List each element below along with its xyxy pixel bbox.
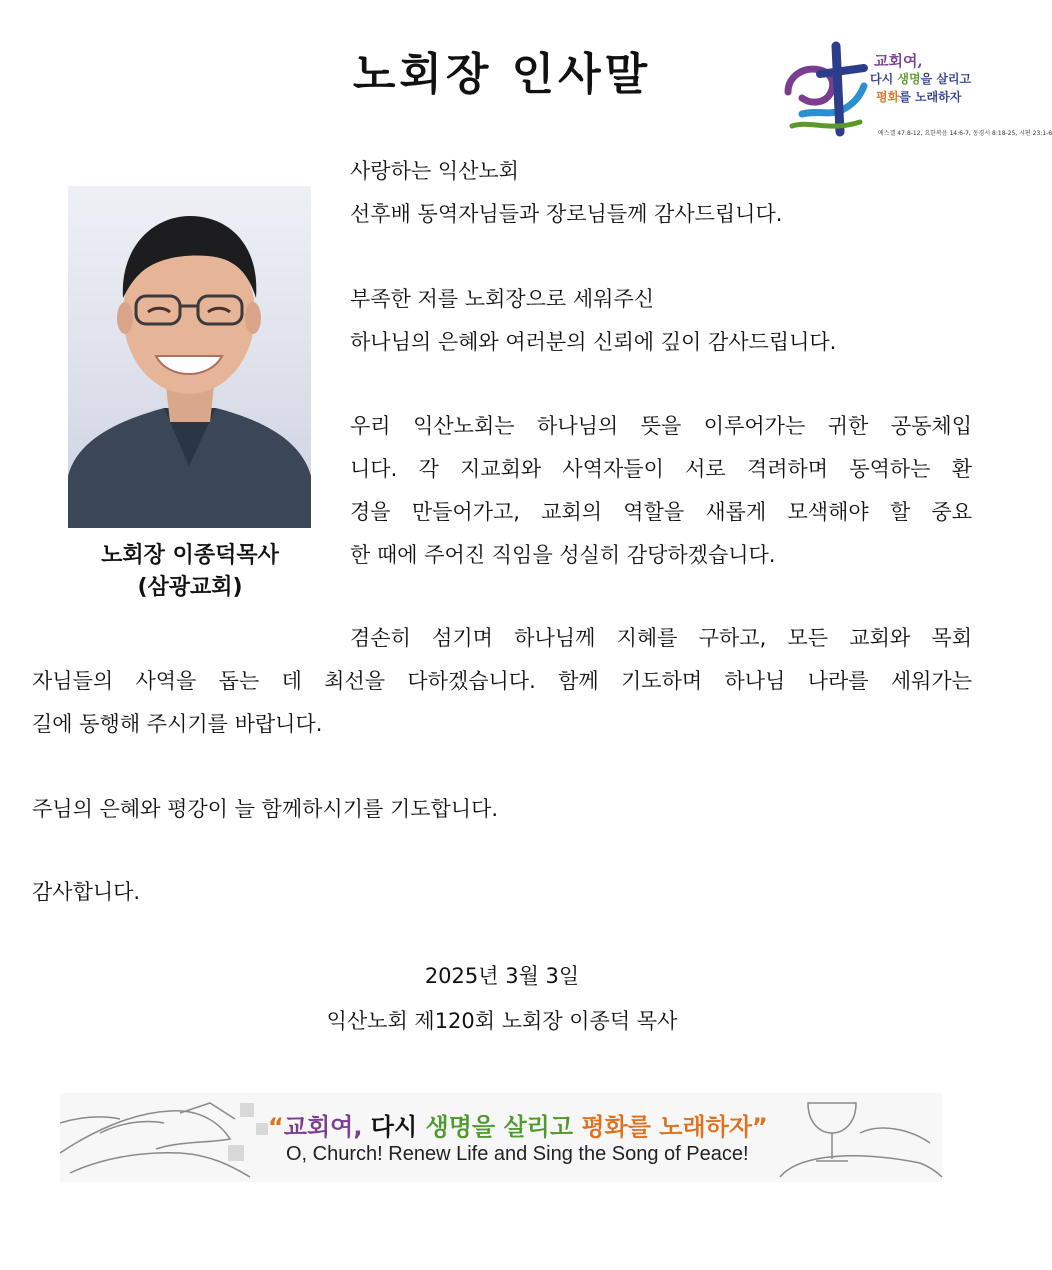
thanks-line2: 하나님의 은혜와 여러분의 신뢰에 깊이 감사드립니다.	[350, 330, 837, 354]
logo-line2	[870, 70, 971, 87]
greeting-paragraph	[350, 150, 972, 236]
theme-banner	[60, 1093, 942, 1182]
humble-line1: 겸손히 섬기며 하나님께 지혜를 구하고, 모든 교회와 목회	[350, 626, 972, 650]
prayer-line: 주님의 은혜와 평강이 늘 함께하시기를 기도합니다.	[32, 797, 499, 821]
closing-line: 감사합니다.	[32, 880, 141, 904]
banner-english-motto: O, Church! Renew Life and Sing the Song of Peace!	[286, 1143, 749, 1165]
banner-quote-close: ”	[752, 1113, 768, 1141]
body-line2: 니다. 각 지교회와 사역자들이 서로 격려하며 동역하는 환	[350, 457, 972, 481]
thanks-line1: 부족한 저를 노회장으로 세워주신	[350, 287, 655, 311]
assembly-theme-logo	[780, 40, 1052, 142]
humble-line3: 길에 동행해 주시기를 바랍니다.	[32, 712, 323, 736]
banner-quote-open: “	[268, 1113, 284, 1141]
portrait-illustration	[68, 186, 311, 528]
logo-line3-b: 를 노래하자	[899, 90, 962, 104]
banner-word-life: 생명을 살리고	[425, 1113, 582, 1141]
banner-word-peace: 평화를 노래하자	[581, 1113, 753, 1141]
logo-line2-b: 생명	[897, 72, 921, 86]
pastor-name: 노회장 이종덕목사	[101, 543, 279, 568]
greeting-line1: 사랑하는 익산노회	[350, 159, 519, 183]
banner-korean-motto	[268, 1107, 768, 1142]
logo-line2-a: 다시	[870, 72, 898, 86]
signature-line: 익산노회 제120회 노회장 이종덕 목사	[326, 1009, 678, 1033]
pastor-church: (삼광교회)	[137, 575, 243, 600]
pastor-portrait	[68, 186, 311, 528]
logo-line1: 교회여,	[874, 52, 923, 70]
body-line4: 한 때에 주어진 직임을 성실히 감당하겠습니다.	[350, 543, 776, 567]
page-title: 노회장 인사말	[352, 49, 652, 100]
logo-scripture-refs: 예스겔 47:8-12, 요한복음 14:6-7, 동경서 8:18-25, 시편 23:1-6	[878, 130, 1052, 137]
greeting-line2: 선후배 동역자님들과 장로님들께 감사드립니다.	[350, 202, 783, 226]
date-line: 2025년 3월 3일	[424, 964, 580, 988]
body-line1: 우리 익산노회는 하나님의 뜻을 이루어가는 귀한 공동체입	[350, 414, 972, 438]
banner-word-again: 다시	[362, 1113, 426, 1141]
body-paragraph	[350, 405, 972, 577]
logo-line3-a: 평화	[876, 90, 900, 104]
body-line3: 경을 만들어가고, 교회의 역할을 새롭게 모색해야 할 중요	[350, 500, 972, 524]
logo-line3	[876, 88, 961, 105]
humble-line2: 자님들의 사역을 돕는 데 최선을 다하겠습니다. 함께 기도하며 하나님 나라를 세워가는	[32, 669, 972, 693]
thanks-paragraph	[350, 278, 972, 364]
logo-line2-c: 을 살리고	[920, 72, 972, 86]
cross-emblem-icon	[780, 40, 880, 140]
banner-word-church: 교회여,	[283, 1113, 363, 1141]
humble-paragraph	[32, 617, 972, 746]
